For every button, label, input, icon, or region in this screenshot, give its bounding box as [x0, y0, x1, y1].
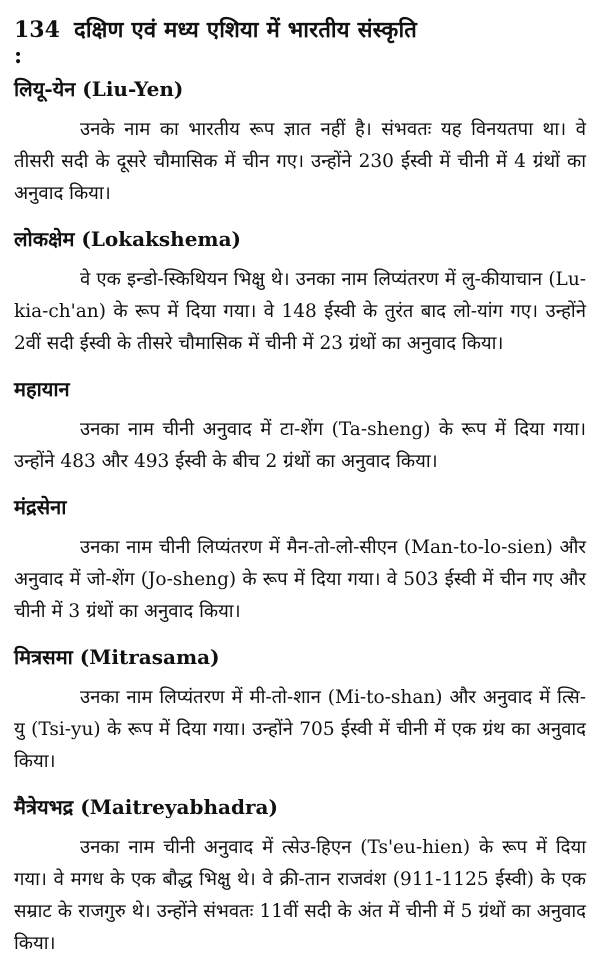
entry-mandrasena: [14, 492, 586, 628]
entry-mahayana: [14, 374, 586, 478]
page-header: [14, 14, 586, 69]
entry-title: मैत्रेयभद्र (Maitreyabhadra): [14, 795, 278, 819]
entry-paragraph: उनका नाम चीनी अनुवाद में टा-शेंग (Ta-sheng) के रूप में दिया गया। उन्होंने 483 और 493 ईस्वी के बीच 2 ग्रंथों का अनुवाद किया।: [14, 419, 586, 472]
entry-title: मंद्रसेना: [14, 495, 67, 519]
entry-title: लियू-येन (Liu-Yen): [14, 77, 184, 101]
entry-paragraph: उनका नाम चीनी अनुवाद में त्सेउ-हिएन (Ts'eu-hien) के रूप में दिया गया। वे मगध के एक बौद्ध भिक्षु थे। वे क्री-तान राजवंश (911-1125 ईस्वी) के एक सम्राट के राजगुरु थे। उन्होंने संभवतः 11वीं सदी के अंत में चीनी में 5 ग्रंथों का अनुवाद किया।: [14, 837, 586, 954]
entry-paragraph: वे एक इन्डो-स्किथियन भिक्षु थे। उनका नाम लिप्यंतरण में लु-कीयाचान (Lu-kia-ch'an) के रूप में दिया गया। वे 148 ईस्वी के तुरंत बाद लो-यांग गए। उन्होंने 2वीं सदी ईस्वी के तीसरे चौमासिक में चीनी में 23 ग्रंथों का अनुवाद किया।: [14, 269, 586, 354]
entry-paragraph: उनका नाम चीनी लिप्यंतरण में मैन-तो-लो-सीएन (Man-to-lo-sien) और अनुवाद में जो-शेंग (Jo-sheng) के रूप में दिया गया। वे 503 ईस्वी में चीन गए और चीनी में 3 ग्रंथों का अनुवाद किया।: [14, 537, 586, 622]
entry-title: लोकक्षेम (Lokakshema): [14, 227, 242, 251]
entry-paragraph: उनका नाम लिप्यंतरण में मी-तो-शान (Mi-to-shan) और अनुवाद में त्सि-यु (Tsi-yu) के रूप में दिया गया। उन्होंने 705 ईस्वी में चीनी में एक ग्रंथ का अनुवाद किया।: [14, 687, 586, 772]
entry-liu-yen: [14, 74, 586, 210]
entry-paragraph: उनके नाम का भारतीय रूप ज्ञात नहीं है। संभवतः यह विनयतपा था। वे तीसरी सदी के दूसरे चौमासिक में चीन गए। उन्होंने 230 ईस्वी में चीनी में 4 ग्रंथों का अनुवाद किया।: [14, 119, 586, 204]
entry-maitreyabhadra: [14, 792, 586, 960]
entry-lokakshema: [14, 224, 586, 360]
running-title: दक्षिण एवं मध्य एशिया में भारतीय संस्कृति: [74, 17, 417, 43]
entry-title: महायान: [14, 377, 70, 401]
entry-mitrasama: [14, 642, 586, 778]
entry-title: मित्रसमा (Mitrasama): [14, 645, 220, 669]
page-number: 134 :: [14, 17, 60, 69]
